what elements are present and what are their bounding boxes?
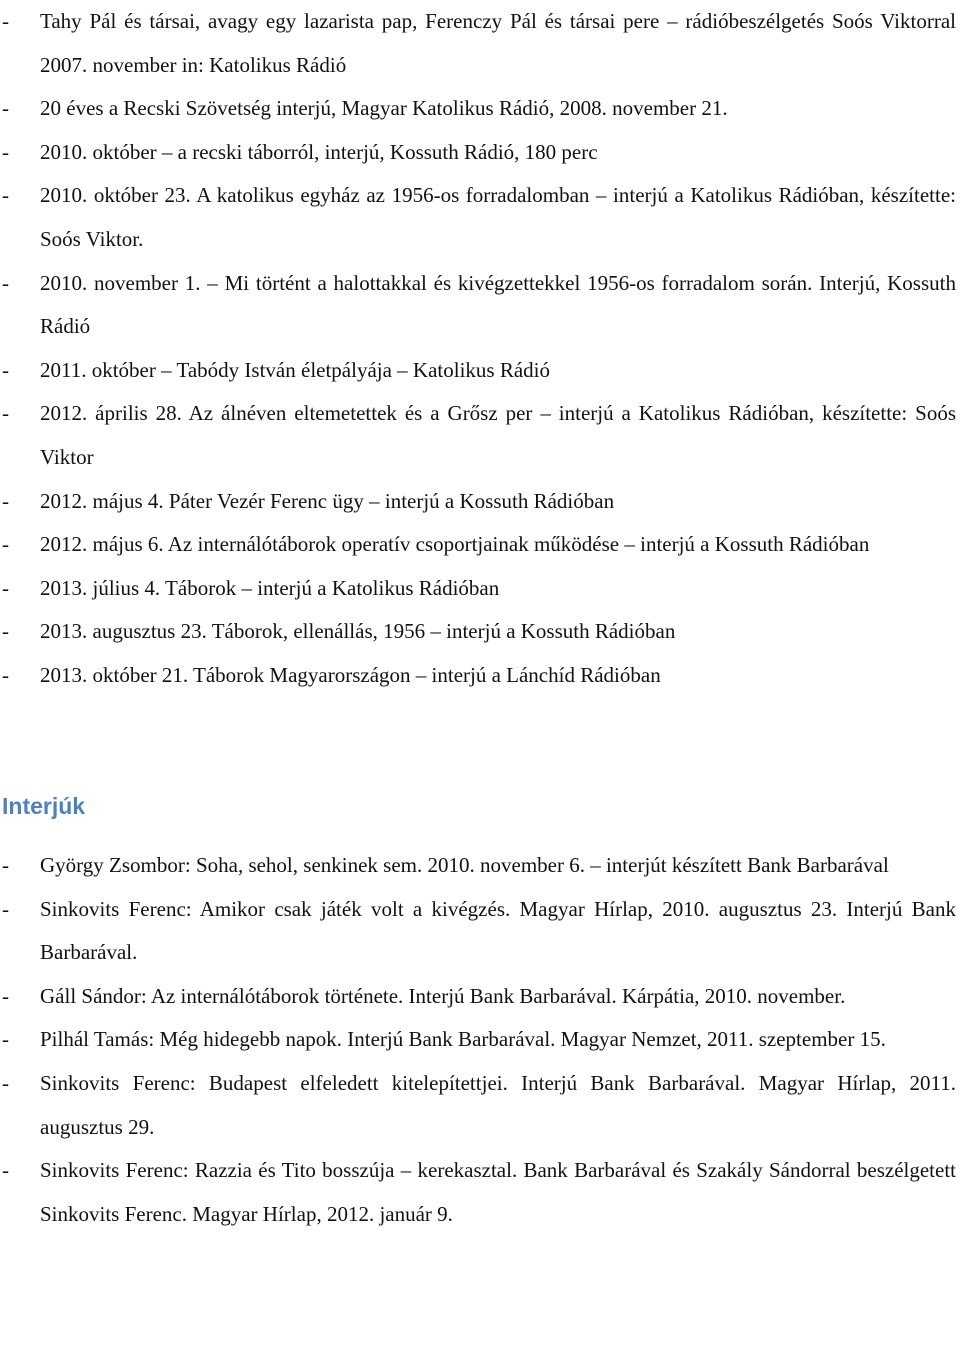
section-heading-interviews: Interjúk — [2, 793, 86, 819]
list-bullet: - — [2, 139, 9, 164]
list-bullet: - — [2, 96, 9, 121]
list-item — [0, 87, 956, 131]
list-item-text: 2010. október 23. A katolikus egyház az 1956-os forradalomban – interjú a Katolikus Rádióban, készítette: Soós Viktor. — [40, 183, 956, 251]
list-bullet: - — [2, 9, 9, 33]
list-item-text: 2012. április 28. Az álnéven eltemetettek és a Grősz per – interjú a Katolikus Rádióban, készítette: Soós Viktor — [40, 401, 956, 469]
list-item — [0, 392, 956, 479]
list-bullet: - — [2, 662, 9, 687]
list-item-text: Pilhál Tamás: Még hidegebb napok. Interjú Bank Barbarával. Magyar Nemzet, 2011. szeptember 15. — [40, 1027, 886, 1052]
list-item-text: Gáll Sándor: Az internálótáborok története. Interjú Bank Barbarával. Kárpátia, 2010. november. — [40, 983, 846, 1008]
list-bullet: - — [2, 357, 9, 382]
list-item-text: Sinkovits Ferenc: Budapest elfeledett kitelepítettjei. Interjú Bank Barbarával. Magyar Hírlap, 2011. augusztus 29. — [40, 1070, 956, 1139]
list-item-text: 20 éves a Recski Szövetség interjú, Magyar Katolikus Rádió, 2008. november 21. — [40, 96, 728, 121]
list-bullet: - — [2, 532, 9, 557]
list-item — [0, 654, 956, 698]
list-item — [0, 1149, 956, 1236]
list-item-text: 2013. október 21. Táborok Magyarországon – interjú a Lánchíd Rádióban — [40, 662, 661, 687]
list-item — [0, 844, 956, 888]
list-item-text: 2013. augusztus 23. Táborok, ellenállás, 1956 – interjú a Kossuth Rádióban — [40, 619, 676, 644]
interview-list — [0, 844, 956, 1236]
list-bullet: - — [2, 983, 9, 1008]
list-bullet: - — [2, 183, 9, 208]
list-item — [0, 1018, 956, 1062]
list-item — [0, 174, 956, 261]
list-item-text: György Zsombor: Soha, sehol, senkinek sem. 2010. november 6. – interjút készített Bank Barbarával — [40, 853, 889, 877]
list-item-text: Sinkovits Ferenc: Amikor csak játék volt a kivégzés. Magyar Hírlap, 2010. augusztus 23. Interjú Bank Barbarával. — [40, 896, 956, 965]
list-bullet: - — [2, 619, 9, 644]
list-item-text: 2011. október – Tabódy István életpályája – Katolikus Rádió — [40, 357, 551, 382]
list-item-text: 2013. július 4. Táborok – interjú a Katolikus Rádióban — [40, 575, 500, 600]
list-item-text: 2010. november 1. – Mi történt a halottakkal és kivégzettekkel 1956-os forradalom során. Interjú, Kossuth Rádió — [40, 270, 956, 339]
list-bullet: - — [2, 270, 9, 295]
list-bullet: - — [2, 488, 9, 513]
list-item — [0, 610, 956, 654]
list-bullet: - — [2, 401, 9, 426]
list-item — [0, 262, 956, 349]
list-item-text: 2012. május 6. Az internálótáborok operatív csoportjainak működése – interjú a Kossuth Rádióban — [40, 532, 870, 557]
list-item — [0, 1062, 956, 1149]
list-bullet: - — [2, 1070, 9, 1095]
list-item — [0, 131, 956, 175]
list-item — [0, 523, 956, 567]
list-bullet: - — [2, 1158, 9, 1183]
list-item — [0, 567, 956, 611]
list-item-text: 2012. május 4. Páter Vezér Ferenc ügy – interjú a Kossuth Rádióban — [40, 488, 615, 513]
list-item — [0, 480, 956, 524]
list-item — [0, 975, 956, 1019]
list-item — [0, 888, 956, 975]
list-item-text: 2010. október – a recski táborról, interjú, Kossuth Rádió, 180 perc — [40, 139, 598, 164]
list-bullet: - — [2, 896, 9, 921]
list-bullet: - — [2, 575, 9, 600]
list-item — [0, 349, 956, 393]
list-bullet: - — [2, 1027, 9, 1052]
list-bullet: - — [2, 853, 9, 877]
list-item-text: Sinkovits Ferenc: Razzia és Tito bosszúja – kerekasztal. Bank Barbarával és Szakály Sándorral beszélgetett Sinkovits Ferenc. Magyar Hírlap, 2012. január 9. — [40, 1158, 956, 1226]
list-item — [0, 0, 956, 87]
list-item-text: Tahy Pál és társai, avagy egy lazarista pap, Ferenczy Pál és társai pere – rádióbeszélgetés Soós Viktorral 2007. november in: Katolikus Rádió — [40, 9, 956, 77]
